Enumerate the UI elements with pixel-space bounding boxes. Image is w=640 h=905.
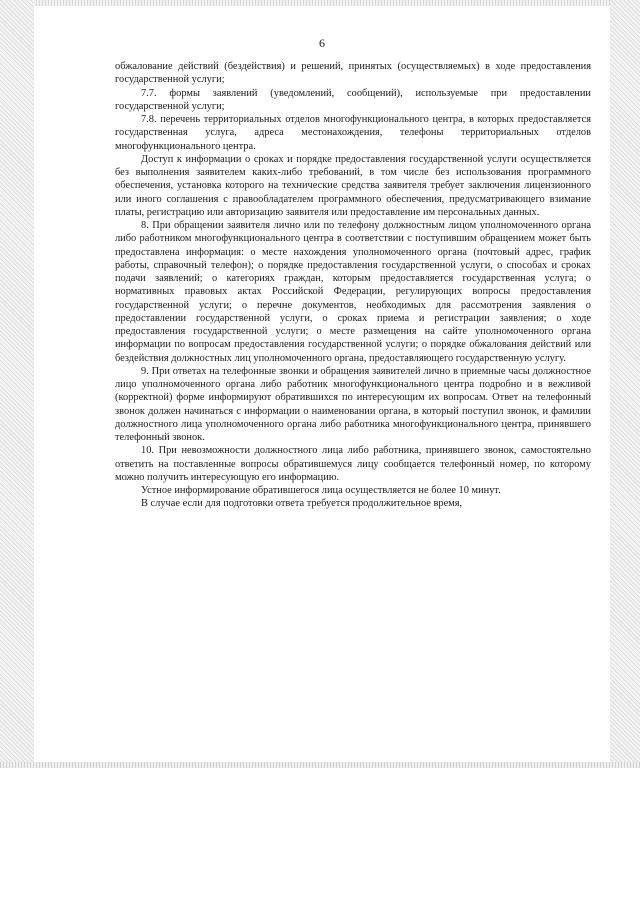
paragraph-7-8: 7.8. перечень территориальных отделов многофункционального центра, в которых предоставляется государственная услуга, адреса местонахождения, телефоны территориальных отделов многофункционального центра. — [115, 114, 591, 152]
page-number: 6 — [319, 36, 325, 50]
scan-border-bottom — [0, 762, 640, 768]
scan-border-left — [0, 0, 34, 768]
paragraph-10: 10. При невозможности должностного лица либо работника, принявшего звонок, самостоятельно ответить на поставленные вопросы обратившемуся лицу сообщается телефонный номер, по которому можно получить интересующую его информацию. — [115, 445, 591, 483]
paragraph-oral-info: Устное информирование обратившегося лица осуществляется не более 10 минут. — [141, 485, 501, 496]
paragraph-access-info: Доступ к информации о сроках и порядке предоставления государственной услуги осуществляется без выполнения заявителем каких-либо требований, в том числе без использования программного обеспечения, установка которого на технические средства заявителя требует заключения лицензионного или иного соглашения с правообладателем программного обеспечения, предусматривающего взимание платы, регистрацию или авторизацию заявителя или предоставление им персональных данных. — [115, 153, 591, 218]
document-body — [115, 60, 591, 511]
scan-border-right — [610, 0, 640, 768]
paragraph-8: 8. При обращении заявителя лично или по телефону должностным лицом уполномоченного органа либо работником многофункционального центра в соответствии с поступившим обращением может быть предоставлена информация: о месте нахождения уполномоченного органа (почтовый адрес, график работы, справочный телефон); о порядке предоставления государственной услуги, о способах и сроках подачи заявлений; о категориях граждан, которым предоставляется государственная услуга; о нормативных правовых актах Российской Федерации, регулирующих вопросы предоставления государственной услуги; о перечне документов, необходимых для рассмотрения заявления о предоставлении государственной услуги, о сроках приема и регистрации заявления; о ходе предоставления государственной услуги; о месте размещения на сайте уполномоченного органа информации по вопросам предоставления государственной услуги; о порядке обжалования действий или бездействия должностных лиц уполномоченного органа, предоставляющего государственную услугу. — [115, 220, 591, 364]
paragraph-7-7: 7.7. формы заявлений (уведомлений, сообщений), используемые при предоставлении государственной услуги; — [115, 87, 591, 112]
document-page — [34, 6, 610, 762]
paragraph-continuation: обжалование действий (бездействия) и решений, принятых (осуществляемых) в ходе предоставления государственной услуги; — [115, 61, 591, 86]
paragraph-9: 9. При ответах на телефонные звонки и обращения заявителей лично в приемные часы должностное лицо уполномоченного органа либо работник многофункционального центра подробно и в вежливой (корректной) форме информируют обратившихся по интересующим их вопросам. Ответ на телефонный звонок должен начинаться с информации о наименовании органа, в который поступил звонок, и фамилии должностного лица уполномоченного органа либо работника многофункционального центра, принявшего телефонный звонок. — [115, 365, 591, 443]
paragraph-long-answer: В случае если для подготовки ответа требуется продолжительное время, — [141, 498, 463, 510]
